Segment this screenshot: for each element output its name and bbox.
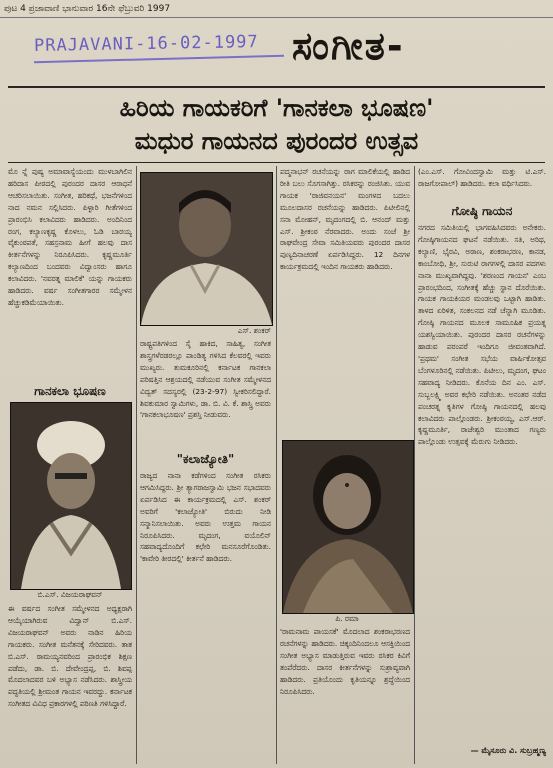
photo-shankar xyxy=(140,172,273,326)
article-text-col1-top: ಮೊ ನ್ನೆ ಪುಷ್ಯ ಅಮಾವಾಸ್ಯೆಯಂದು ಮುಳಬಾಗಿಲಿನ ಹರಿದಾಸ ಪೀಠದಲ್ಲಿ ಪುರಂದರ ದಾಸರ ಆರಾಧನೆ ಆಚರಿಸಲಾಯಿತು. ಸಂಗೀತ, ಹರಿಕಥೆ, ಭಜನೆಗಳಿಂದ ನಾದ ನಮನ ಸಲ್ಲಿಸಿದರು. ಪಿಳ್ಳಾರಿ ಗೀತೆಗಳಿಂದ ಪ್ರಾರಂಭಿಸಿ ಕಲಾವಿದರು ಹಾಡಿದರು. ಅಂದಿನಿಂದ ರಂಗ, ಕಲ್ಯಾಣಕೃಷ್ಣ ಕೊಳಲು, ಓಡಿ ಬಾರಯ್ಯ ವೈಕುಂಠಪತೆ, ಸಹಸ್ರನಾಮ ಹೀಗೆ ಹಲವು ದಾಸ ಕೀರ್ತನೆಗಳನ್ನು ನಿರೂಪಿಸಿದರು. ಕೃಷ್ಣಮೂರ್ತಿ ಕಲ್ಯಾಣದಿಂದ ಬಂದವರು ವಿದ್ವಾಂಸರು ಹಾಗೂ ಕಲಾವಿದರು. 'ನವರತ್ನ ಮಾಲಿಕೆ' ಯನ್ನು ಗಾಯಕರು ಹಾಡಿದರು. ವರ್ಷ ಸಂಗೀತಗಾರರ ಸಮ್ಮೇಳನ ಹೆಚ್ಚುಕಡಿಮೆಯಾಯಿತು. xyxy=(8,167,132,307)
page-header-line: ಪುಟ 4 ಪ್ರಜಾವಾಣಿ ಭಾನುವಾರ 16ನೇ ಫೆಬ್ರುವರಿ 1997 xyxy=(0,0,553,18)
section-masthead: ಸಂಗೀತ- xyxy=(292,24,405,68)
subheading-kalajyothi: "ಕಲಾಜ್ಯೋತಿ" xyxy=(176,452,235,466)
article-column-4 xyxy=(418,222,546,742)
portrait-illustration xyxy=(11,403,131,589)
article-text-col3-top: ಪದ್ಮನಾಭನ್ ರಚನೆಯನ್ನು ರಾಗ ಮಾಲಿಕೆಯಲ್ಲಿ ಹಾಡಿದ ರೀತಿ ಬಲು ಸೊಗಸಾಗಿತ್ತು. ರಸಿಕರನ್ನು ರಂಜಿಸಿತು. ಯುವ ಗಾಯಕ 'ರಾಜಿವನಯನ' ಮಂಗಳದ ಬದಲು ಮೂಲದಾಸರ ರಚನೆಯನ್ನು ಹಾಡಿದರು. ಪಿಟೀಲಿನಲ್ಲಿ ಸನಾ ಮೋಹನ್, ಮೃದಂಗದಲ್ಲಿ ಬಿ. ಆನಂದ್ ಮತ್ತು ಎಸ್. ಶ್ರೀಕಂಠ ನೆರವಾದರು. ಅಂದು ಸಂಜೆ ಶ್ರೀ ರಾಘವೇಂದ್ರ ಸೇವಾ ಸಮಿತಿಯವರು ಪುರಂದರ ದಾಸರ ಪುಣ್ಯದಿನಾಚರಣೆ ಏರ್ಪಡಿಸಿದ್ದರು. 12 ದಿನಗಳ ಕಾರ್ಯಕ್ರಮದಲ್ಲಿ ಇಂದಿನ ಗಾಯಕರು ಹಾಡಿದರು. xyxy=(280,167,410,272)
photo-rama xyxy=(282,440,414,614)
column-divider-1 xyxy=(136,166,137,764)
photo-vijayaraghavan xyxy=(10,402,132,590)
caption-shankar: ಎಸ್. ಶಂಕರ್ xyxy=(237,326,271,335)
subheading-goshti-gaayana: ಗೋಷ್ಠಿ ಗಾಯನ xyxy=(451,204,513,218)
column-divider-3 xyxy=(414,166,415,764)
article-text-col4: ನಗರದ ಸಮಿತಿಯಲ್ಲಿ ಭಾಗವಹಿಸಿದವರು ಅನೇಕರು. ಗೋಷ್ಠಿಗಾಯನದ ಘಟನೆ ನಡೆಯಿತು. ಸತಿ, ಅರಿಥ, ಕಲ್ಯಾಣಿ, ಭೈರವಿ, ಅಠಾಣ, ಶಂಕರಾಭರಣ, ಕಾನಡ, ಕಾಂಬೋಧಿ, ಶ್ರೀ, ಸುರುಟಿ ರಾಗಗಳಲ್ಲಿ ದಾಸರ ಪದಗಳು ನಾನಾ ಮುಖ್ಯವಾಗಿದ್ದವು. 'ಶರಣಂದ ಗಾಯನ' ಎಂಬ ಪ್ರಾರಂಭದಿಂದ, ಸಂಗೀತಕ್ಕೆ ಹೆಚ್ಚು ಸ್ಥಾನ ದೊರೆಯಿತು. ಗಾಯಕ ಗಾಯಕಿಯರ ಮಂಡಲವು ಒಟ್ಟಾಗಿ ಹಾಡಿತು. ತಾಳದ ಏರಿಳಿತ, ಸಂಕಲನದ ನಡೆ ಚೆನ್ನಾಗಿ ಮೂಡಿತು. ಗೋಷ್ಠಿ ಗಾಯನದ ಮೂಲಕ ಸಾಮೂಹಿಕ ಪ್ರಯತ್ನ ಯಶಸ್ವಿಯಾಯಿತು. ಪುರಂದರ ದಾಸರ ರಚನೆಗಳನ್ನು ಹಾಡುವ ಪರಂಪರೆ ಇಂದಿಗೂ ಜೀವಂತವಾಗಿದೆ. 'ಪ್ರಥಮ' ಸಂಗೀತ ಸಭೆಯ ವಾರ್ಷಿಕೋತ್ಸವ ಬೆಂಗಳೂರಿನಲ್ಲಿ ನಡೆಯಿತು. ಪಿಟೀಲು, ಮೃದಂಗ, ಘಟಂ ಸಹವಾದ್ಯ ನೀಡಿದರು. ಕೊನೆಯ ದಿನ ಎಂ. ಎಸ್. ಸುಬ್ಬಲಕ್ಷ್ಮಿ ಅವರ ಕಛೇರಿ ನಡೆಯಿತು. ಅನಂತರ ನಡೆದ ಪಂಚರತ್ನ ಕೃತಿಗಳ ಗೋಷ್ಠಿ ಗಾಯನದಲ್ಲಿ ಹಲವು ಕಲಾವಿದರು ಪಾಲ್ಗೊಂಡರು. ಶ್ರೀಕಂಠಯ್ಯ, ಎಸ್.ಆರ್. ಕೃಷ್ಣಮೂರ್ತಿ, ರಾಜೇಶ್ವರಿ ಮುಂತಾದ ಗಣ್ಯರು ಪಾಲ್ಗೊಂಡು ಉತ್ಸವಕ್ಕೆ ಮೆರುಗು ನೀಡಿದರು. xyxy=(418,223,546,447)
portrait-illustration xyxy=(283,441,413,613)
article-column-3-top xyxy=(280,166,410,436)
article-column-1-top xyxy=(8,166,132,380)
article-column-2-bottom xyxy=(140,470,271,764)
article-text-col2-mid: ರಾಷ್ಟ್ರಪತಿಗಳಿಂದ ಸೈ ಹಾಕಿದ, ಸಾಹಿತ್ಯ, ಸಂಗೀತ ಶಾಸ್ತ್ರಗಳೆರಡರಲ್ಲೂ ಪಾಂಡಿತ್ಯ ಗಳಿಸಿದ ಕೆಲವರಲ್ಲಿ ಇವರು ಮುಖ್ಯರು. ತುಮಕೂರಿನಲ್ಲಿ ಕರ್ನಾಟಕ ಗಾನಕಲಾ ಪರಿಷತ್ತಿನ ಆಶ್ರಯದಲ್ಲಿ ನಡೆಯುವ ಸಂಗೀತ ಸಮ್ಮೇಳನದ ವಿದ್ವತ್ ಸದಸ್ಯರಲ್ಲಿ (23-2-97) ಸ್ವೀಕರಿಸಲಿದ್ದಾರೆ. ಶಿವಕುಮಾರ ಸ್ವಾಮಿಗಳು, ಡಾ. ಬಿ. ವಿ. ಕೆ. ಶಾಸ್ತ್ರಿ ಅವರು 'ಗಾನಕಲಾಭೂಷಣ' ಪ್ರಶಸ್ತಿ ನೀಡುವರು. xyxy=(140,339,271,420)
article-column-1-bottom xyxy=(8,603,132,765)
article-text-col3-bottom: 'ರಾಮನಾಮ ಪಾಯಸಕೆ' ಮೊದಲಾದ ಶಂಕರಾಭರಣದ ರಚನೆಗಳನ್ನು ಹಾಡಿದರು. ಚಿಕ್ಕಂದಿನಿಂದಲೂ ಆಸಕ್ತಿಯಿಂದ ಸಂಗೀತ ಅಭ್ಯಾಸ ಮಾಡುತ್ತಿರುವ ಇವರು ರಸಿಕರ ಕಿವಿಗೆ ತಂಪೆರೆದರು. ದಾಸರ ಕೀರ್ತನೆಗಳನ್ನು ಸುಶ್ರಾವ್ಯವಾಗಿ ಹಾಡಿದರು. ಪ್ರತಿಯೊಂದು ಕೃತಿಯನ್ನೂ ಶ್ರದ್ಧೆಯಿಂದ ನಿರೂಪಿಸಿದರು. xyxy=(280,627,410,696)
column-divider-2 xyxy=(276,166,277,764)
headline-line1: ಹಿರಿಯ ಗಾಯಕರಿಗೆ 'ಗಾನಕಲಾ ಭೂಷಣ' xyxy=(119,94,434,122)
caption-vijayaraghavan: ಬಿ.ಎಸ್. ವಿಜಯರಾಘವನ್ xyxy=(37,590,103,599)
article-text-col1-bottom: ಈ ವರ್ಷದ ಸಂಗೀತ ಸಮ್ಮೇಳನದ ಅಧ್ಯಕ್ಷರಾಗಿ ಆಯ್ಕೆಯಾಗಿರುವ ವಿದ್ವಾನ್ ಬಿ.ಎಸ್. ವಿಜಯರಾಘವನ್ ಅವರು ನಾಡಿನ ಹಿರಿಯ ಗಾಯಕರು. ಸಂಗೀತ ಮನೆತನಕ್ಕೆ ಸೇರಿದವರು. ತಾತ ಬಿ.ಎಸ್. ರಾಮಯ್ಯನವರಿಂದ ಪ್ರಾರಂಭಿಕ ಶಿಕ್ಷಣ ಪಡೆದು, ಡಾ. ಬಿ. ದೇವೇಂದ್ರಪ್ಪ, ಬಿ. ಶಿವಪ್ಪ ಮೊದಲಾದವರ ಬಳಿ ಅಭ್ಯಾಸ ನಡೆಸಿದರು. ಶಾಸ್ತ್ರೀಯ ಪದ್ಧತಿಯಲ್ಲಿ ಶ್ರೀಮಂತ ಗಾಯನ ಇವರದ್ದು. ಕರ್ನಾಟಕ ಸಂಗೀತದ ವಿವಿಧ ಪ್ರಕಾರಗಳಲ್ಲಿ ಪರಿಣತಿ ಗಳಿಸಿದ್ದಾರೆ. xyxy=(8,604,132,709)
article-column-3-bottom xyxy=(280,626,410,764)
handwritten-underline xyxy=(34,55,284,64)
byline: — ಮೈಸೂರು ವಿ. ಸುಬ್ರಹ್ಮಣ್ಯ xyxy=(470,746,546,755)
masthead-rule xyxy=(8,86,545,88)
headline-rule xyxy=(8,162,545,163)
subheading-gaanakala-bhushana: ಗಾನಕಲಾ ಭೂಷಣ xyxy=(34,384,106,398)
portrait-illustration xyxy=(141,173,272,325)
handwritten-date-note: PRAJAVANI-16-02-1997 xyxy=(33,32,259,56)
headline-line2: ಮಧುರ ಗಾಯನದ ಪುರಂದರ ಉತ್ಸವ xyxy=(134,127,419,155)
article-text-col4-top: (ಎಂ.ಎಸ್. ಗೋವಿಂದಸ್ವಾಮಿ ಮತ್ತು ಟಿ.ಎಸ್. ರಾಜಗೋಪಾಲ್) ಹಾಡಿದರು. ಕಲಾ ವರ್ಧಿಸಿದರು. xyxy=(418,167,546,188)
caption-rama: ಪಿ. ರಮಾ xyxy=(335,614,359,623)
article-column-4-top xyxy=(418,166,546,200)
article-column-2-mid xyxy=(140,338,271,450)
article-text-col2-bottom: ರಾಜ್ಯದ ನಾನಾ ಕಡೆಗಳಿಂದ ಸಂಗೀತ ರಸಿಕರು ಆಗಮಿಸಿದ್ದರು. ಶ್ರೀ ತ್ಯಾಗರಾಜಸ್ವಾಮಿ ಭಜನ ಸಭಾದವರು ಏರ್ಪಡಿಸಿದ ಈ ಕಾರ್ಯಕ್ರಮದಲ್ಲಿ ಎಸ್. ಶಂಕರ್ ಅವರಿಗೆ 'ಕಲಾಜ್ಯೋತಿ' ಬಿರುದು ನೀಡಿ ಸನ್ಮಾನಿಸಲಾಯಿತು. ಅವರು ಉತ್ತಮ ಗಾಯನ ನಿರೂಪಿಸಿದರು. ಮೃದಂಗ, ವಯೊಲಿನ್ ಸಹವಾದ್ಯದೊಂದಿಗೆ ಕಛೇರಿ ಮನಸೂರೆಗೊಂಡಿತು. 'ಕಾವೇರಿ ತೀರದಲ್ಲಿ' ಕೀರ್ತನೆ ಹಾಡಿದರು. xyxy=(140,471,271,564)
